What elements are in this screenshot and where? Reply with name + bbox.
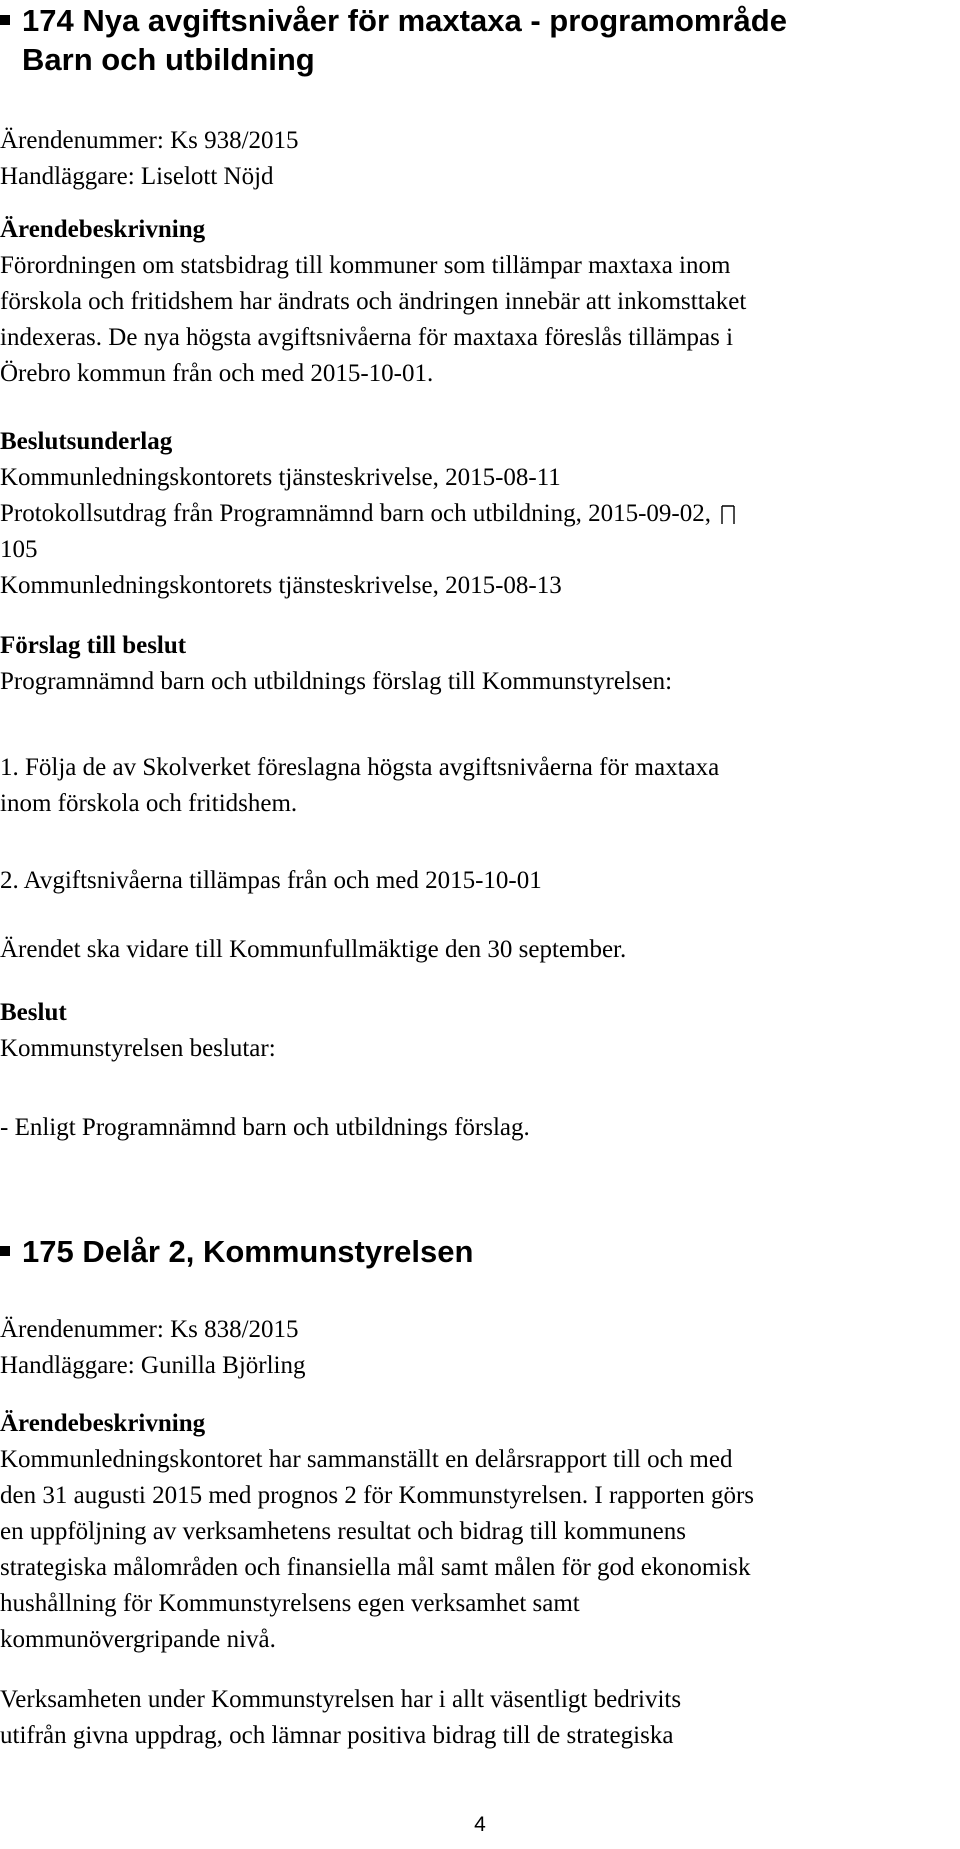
arendenummer: Ärendenummer: Ks 838/2015 (0, 1316, 299, 1343)
item-174-title-line: 174 Nya avgiftsnivåer för maxtaxa - programområde (22, 3, 787, 38)
beslut-text (0, 1110, 940, 1146)
paragraph-line: en uppföljning av verksamhetens resultat och bidrag till kommunens (0, 1518, 686, 1545)
item-174 (0, 1, 940, 79)
handlaggare: Handläggare: Liselott Nöjd (0, 163, 274, 190)
bullet-marker-icon (0, 15, 10, 25)
forslag-heading: Förslag till beslut (0, 632, 187, 659)
item-174-arendebeskrivning (0, 212, 940, 392)
paragraph-line: Förordningen om statsbidrag till kommuner som tillämpar maxtaxa inom (0, 252, 731, 279)
beslut-heading: Beslut (0, 999, 67, 1026)
beslutsunderlag-item-text: Protokollsutdrag från Programnämnd barn och utbildning, 2015-09-02, (0, 500, 711, 527)
paragraph-line: indexeras. De nya högsta avgiftsnivåerna för maxtaxa föreslås tillämpas i (0, 324, 734, 351)
beslut-text-line: - Enligt Programnämnd barn och utbildnings förslag. (0, 1114, 530, 1141)
item-174-title-line: Barn och utbildning (22, 42, 315, 77)
paragraph-line: strategiska målområden och finansiella mål samt målen för god ekonomisk (0, 1554, 751, 1581)
item-174-beslutsunderlag (0, 424, 940, 604)
beslutsunderlag-item: Kommunledningskontorets tjänsteskrivelse, 2015-08-13 (0, 572, 562, 599)
item-174-beslut (0, 995, 940, 1067)
handlaggare: Handläggare: Gunilla Björling (0, 1352, 306, 1379)
item-175-paragraph-2 (0, 1682, 940, 1754)
paragraph-line: utifrån givna uppdrag, och lämnar positiva bidrag till de strategiska (0, 1722, 674, 1749)
item-175-title (0, 1232, 940, 1271)
paragraph-line: Verksamheten under Kommunstyrelsen har i allt väsentligt bedrivits (0, 1686, 682, 1713)
item-174-forslag (0, 628, 940, 700)
item-175-title-text: 175 Delår 2, Kommunstyrelsen (22, 1234, 474, 1269)
item-174-title (0, 1, 940, 79)
arendebeskrivning-heading: Ärendebeskrivning (0, 216, 206, 243)
item-175-meta (0, 1312, 940, 1384)
forslag-point-line: 2. Avgiftsnivåerna tillämpas från och med 2015-10-01 (0, 867, 542, 894)
forslag-point-1 (0, 750, 940, 822)
item-175 (0, 1232, 940, 1271)
paragraph-mark-icon (717, 504, 739, 526)
beslutsunderlag-item: Kommunledningskontorets tjänsteskrivelse, 2015-08-11 (0, 464, 561, 491)
forslag-point-line: inom förskola och fritidshem. (0, 790, 298, 817)
arendenummer: Ärendenummer: Ks 938/2015 (0, 127, 299, 154)
bullet-marker-icon (0, 1246, 10, 1256)
arendebeskrivning-heading: Ärendebeskrivning (0, 1410, 206, 1437)
forslag-note-text: Ärendet ska vidare till Kommunfullmäktige den 30 september. (0, 936, 627, 963)
paragraph-line: hushållning för Kommunstyrelsens egen verksamhet samt (0, 1590, 580, 1617)
paragraph-line: den 31 augusti 2015 med prognos 2 för Kommunstyrelsen. I rapporten görs (0, 1482, 755, 1509)
forslag-point-line: 1. Följa de av Skolverket föreslagna högsta avgiftsnivåerna för maxtaxa (0, 754, 720, 781)
page-number: 4 (474, 1813, 486, 1836)
beslutsunderlag-item: 105 (0, 536, 38, 563)
beslut-intro: Kommunstyrelsen beslutar: (0, 1035, 276, 1062)
forslag-note (0, 932, 940, 968)
item-174-title-text (22, 1, 787, 79)
paragraph-line: Kommunledningskontoret har sammanställt en delårsrapport till och med (0, 1446, 733, 1473)
paragraph-line: förskola och fritidshem har ändrats och ändringen innebär att inkomsttaket (0, 288, 747, 315)
forslag-intro: Programnämnd barn och utbildnings förslag till Kommunstyrelsen: (0, 668, 673, 695)
beslutsunderlag-item (0, 496, 940, 532)
item-174-meta (0, 123, 940, 195)
forslag-point-2 (0, 863, 940, 899)
paragraph-line: kommunövergripande nivå. (0, 1626, 276, 1653)
paragraph-line: Örebro kommun från och med 2015-10-01. (0, 360, 434, 387)
beslutsunderlag-heading: Beslutsunderlag (0, 428, 173, 455)
item-175-arendebeskrivning (0, 1406, 940, 1658)
